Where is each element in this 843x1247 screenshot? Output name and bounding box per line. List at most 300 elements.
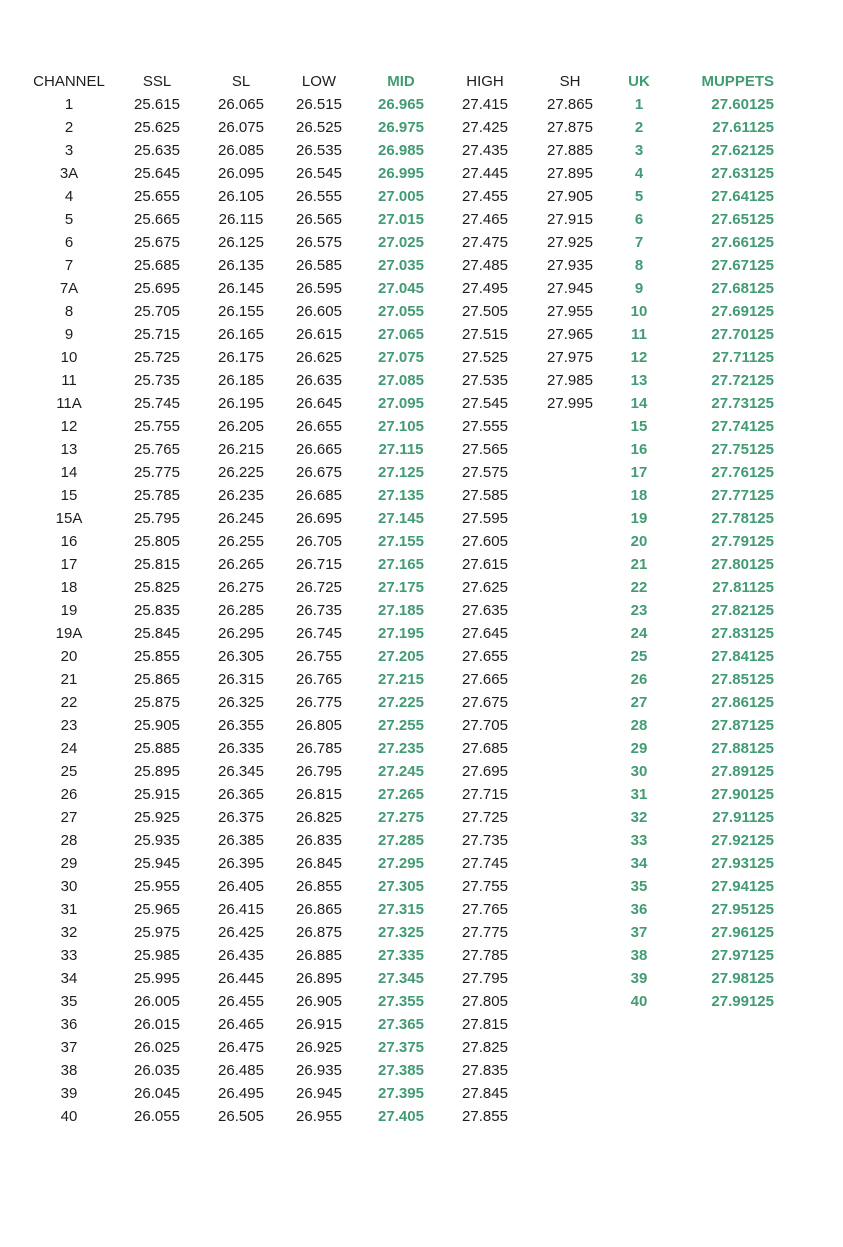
cell-sh: 27.885 <box>547 142 593 159</box>
cell-ssl: 25.875 <box>134 694 180 711</box>
cell-sh <box>528 1013 612 1036</box>
cell-uk: 33 <box>630 832 648 849</box>
cell-ssl: 25.795 <box>134 510 180 527</box>
cell-sh <box>528 484 612 507</box>
cell-sh: 27.985 <box>547 372 593 389</box>
column-header-low: LOW <box>301 73 337 90</box>
cell-mid: 26.995 <box>378 165 424 182</box>
cell-sh <box>528 599 612 622</box>
cell-uk: 23 <box>630 602 648 619</box>
table-row <box>28 208 780 231</box>
column-header-high: HIGH <box>466 73 504 90</box>
cell-sl: 26.485 <box>218 1062 264 1079</box>
cell-ssl: 25.765 <box>134 441 180 458</box>
cell-ssl: 25.775 <box>134 464 180 481</box>
cell-muppets: 27.86125 <box>711 694 774 711</box>
cell-high: 27.735 <box>462 832 508 849</box>
cell-high: 27.665 <box>462 671 508 688</box>
cell-uk: 20 <box>630 533 648 550</box>
cell-low: 26.915 <box>296 1016 342 1033</box>
table-row <box>28 530 780 553</box>
cell-sl: 26.345 <box>218 763 264 780</box>
cell-low: 26.515 <box>296 96 342 113</box>
cell-sh: 27.935 <box>547 257 593 274</box>
cell-low: 26.805 <box>296 717 342 734</box>
cell-high: 27.595 <box>462 510 508 527</box>
cell-low: 26.825 <box>296 809 342 826</box>
cell-channel: 14 <box>60 464 78 481</box>
cell-sl: 26.085 <box>218 142 264 159</box>
cell-high: 27.435 <box>462 142 508 159</box>
cell-mid: 27.255 <box>378 717 424 734</box>
cell-channel: 10 <box>60 349 78 366</box>
cell-mid: 27.065 <box>378 326 424 343</box>
cell-mid: 27.345 <box>378 970 424 987</box>
cell-channel: 23 <box>60 717 78 734</box>
cell-sh <box>528 622 612 645</box>
cell-uk: 4 <box>634 165 644 182</box>
cell-sh <box>528 553 612 576</box>
cell-low: 26.625 <box>296 349 342 366</box>
cell-mid: 27.135 <box>378 487 424 504</box>
cell-uk: 18 <box>630 487 648 504</box>
cell-uk: 14 <box>630 395 648 412</box>
cell-channel: 3 <box>64 142 74 159</box>
cell-ssl: 25.625 <box>134 119 180 136</box>
column-header-ssl: SSL <box>142 73 172 90</box>
cell-mid: 27.355 <box>378 993 424 1010</box>
cell-uk: 35 <box>630 878 648 895</box>
cell-muppets <box>666 1059 780 1082</box>
cell-high: 27.465 <box>462 211 508 228</box>
cell-sh <box>528 645 612 668</box>
cell-low: 26.885 <box>296 947 342 964</box>
cell-sh <box>528 737 612 760</box>
cell-ssl: 25.645 <box>134 165 180 182</box>
cell-sh <box>528 438 612 461</box>
cell-sl: 26.315 <box>218 671 264 688</box>
cell-sl: 26.275 <box>218 579 264 596</box>
cell-sh: 27.865 <box>547 96 593 113</box>
cell-ssl: 25.825 <box>134 579 180 596</box>
cell-mid: 27.305 <box>378 878 424 895</box>
cell-sl: 26.185 <box>218 372 264 389</box>
cell-uk: 22 <box>630 579 648 596</box>
cell-mid: 27.265 <box>378 786 424 803</box>
cell-muppets: 27.69125 <box>711 303 774 320</box>
cell-channel: 19 <box>60 602 78 619</box>
cell-sh: 27.995 <box>547 395 593 412</box>
cell-uk <box>612 1059 666 1082</box>
table-row <box>28 668 780 691</box>
cell-low: 26.725 <box>296 579 342 596</box>
table-row <box>28 1059 780 1082</box>
table-row <box>28 553 780 576</box>
cell-channel: 17 <box>60 556 78 573</box>
table-row <box>28 944 780 967</box>
cell-sl: 26.355 <box>218 717 264 734</box>
cell-low: 26.785 <box>296 740 342 757</box>
cell-ssl: 25.695 <box>134 280 180 297</box>
cell-muppets: 27.65125 <box>711 211 774 228</box>
cell-high: 27.445 <box>462 165 508 182</box>
table-row <box>28 967 780 990</box>
cell-muppets: 27.68125 <box>711 280 774 297</box>
cell-muppets <box>666 1013 780 1036</box>
cell-channel: 27 <box>60 809 78 826</box>
cell-uk: 29 <box>630 740 648 757</box>
cell-channel: 8 <box>64 303 74 320</box>
cell-sh <box>528 1105 612 1128</box>
cell-low: 26.835 <box>296 832 342 849</box>
cell-uk: 16 <box>630 441 648 458</box>
cell-uk: 6 <box>634 211 644 228</box>
cell-ssl: 25.865 <box>134 671 180 688</box>
cell-muppets: 27.84125 <box>711 648 774 665</box>
cell-mid: 27.295 <box>378 855 424 872</box>
cell-mid: 27.005 <box>378 188 424 205</box>
cell-sh <box>528 415 612 438</box>
cell-sl: 26.095 <box>218 165 264 182</box>
cell-channel: 21 <box>60 671 78 688</box>
cell-mid: 27.145 <box>378 510 424 527</box>
cell-uk: 12 <box>630 349 648 366</box>
table-row <box>28 277 780 300</box>
cell-low: 26.555 <box>296 188 342 205</box>
table-header <box>28 70 780 93</box>
cell-uk <box>612 1082 666 1105</box>
cell-mid: 27.375 <box>378 1039 424 1056</box>
cell-sh <box>528 875 612 898</box>
cell-low: 26.645 <box>296 395 342 412</box>
cell-ssl: 26.015 <box>134 1016 180 1033</box>
cell-ssl: 25.685 <box>134 257 180 274</box>
cell-ssl: 25.635 <box>134 142 180 159</box>
cell-channel: 18 <box>60 579 78 596</box>
cell-uk: 26 <box>630 671 648 688</box>
cell-muppets: 27.96125 <box>711 924 774 941</box>
cell-channel: 11 <box>61 372 77 389</box>
cell-mid: 27.045 <box>378 280 424 297</box>
table-row <box>28 139 780 162</box>
cell-muppets: 27.70125 <box>711 326 774 343</box>
table-body <box>28 93 780 1128</box>
cell-uk: 40 <box>630 993 648 1010</box>
cell-high: 27.485 <box>462 257 508 274</box>
cell-sl: 26.115 <box>218 211 264 228</box>
table-row <box>28 415 780 438</box>
cell-channel: 13 <box>60 441 78 458</box>
cell-muppets: 27.80125 <box>711 556 774 573</box>
cell-ssl: 25.855 <box>134 648 180 665</box>
cell-mid: 27.035 <box>378 257 424 274</box>
cell-mid: 27.075 <box>378 349 424 366</box>
cell-channel: 2 <box>64 119 74 136</box>
cell-sh <box>528 1036 612 1059</box>
cell-mid: 27.285 <box>378 832 424 849</box>
cell-uk: 36 <box>630 901 648 918</box>
cell-low: 26.535 <box>296 142 342 159</box>
table-row <box>28 369 780 392</box>
cell-low: 26.525 <box>296 119 342 136</box>
cell-low: 26.655 <box>296 418 342 435</box>
cell-mid: 27.325 <box>378 924 424 941</box>
column-header-sh: SH <box>559 73 581 90</box>
cell-high: 27.755 <box>462 878 508 895</box>
table-row <box>28 898 780 921</box>
table-row <box>28 162 780 185</box>
cell-sl: 26.405 <box>218 878 264 895</box>
table-row <box>28 93 780 116</box>
cell-ssl: 25.905 <box>134 717 180 734</box>
cell-sl: 26.125 <box>218 234 264 251</box>
cell-sh <box>528 1082 612 1105</box>
cell-high: 27.545 <box>462 395 508 412</box>
cell-mid: 27.335 <box>378 947 424 964</box>
cell-ssl: 25.735 <box>134 372 180 389</box>
cell-muppets: 27.67125 <box>711 257 774 274</box>
table-row <box>28 231 780 254</box>
cell-ssl: 25.915 <box>134 786 180 803</box>
cell-muppets: 27.63125 <box>711 165 774 182</box>
cell-sh: 27.965 <box>547 326 593 343</box>
cell-muppets: 27.97125 <box>711 947 774 964</box>
cell-uk: 8 <box>634 257 644 274</box>
cell-sl: 26.205 <box>218 418 264 435</box>
cell-sh: 27.895 <box>547 165 593 182</box>
cell-muppets: 27.90125 <box>711 786 774 803</box>
cell-mid: 27.205 <box>378 648 424 665</box>
cell-sh: 27.925 <box>547 234 593 251</box>
cell-ssl: 25.885 <box>134 740 180 757</box>
cell-muppets: 27.89125 <box>711 763 774 780</box>
cell-high: 27.415 <box>462 96 508 113</box>
cell-muppets: 27.76125 <box>711 464 774 481</box>
cell-channel: 39 <box>60 1085 78 1102</box>
cell-high: 27.475 <box>462 234 508 251</box>
cell-channel: 9 <box>64 326 74 343</box>
cell-high: 27.585 <box>462 487 508 504</box>
cell-sl: 26.195 <box>218 395 264 412</box>
cell-muppets: 27.61125 <box>712 119 774 136</box>
column-header-uk: UK <box>628 73 650 90</box>
cell-mid: 27.225 <box>378 694 424 711</box>
cell-uk: 32 <box>630 809 648 826</box>
cell-high: 27.505 <box>462 303 508 320</box>
cell-mid: 27.155 <box>378 533 424 550</box>
cell-low: 26.865 <box>296 901 342 918</box>
cell-sl: 26.435 <box>218 947 264 964</box>
cell-muppets <box>666 1105 780 1128</box>
table-row <box>28 1036 780 1059</box>
cell-uk: 31 <box>630 786 648 803</box>
cell-sh <box>528 783 612 806</box>
cell-low: 26.585 <box>296 257 342 274</box>
cell-ssl: 25.975 <box>134 924 180 941</box>
table-row <box>28 806 780 829</box>
cell-ssl: 25.745 <box>134 395 180 412</box>
cell-sh <box>528 691 612 714</box>
cell-sh <box>528 990 612 1013</box>
cell-uk: 7 <box>634 234 644 251</box>
table-row <box>28 392 780 415</box>
cell-mid: 27.365 <box>378 1016 424 1033</box>
cell-uk: 11 <box>631 326 647 343</box>
cell-high: 27.645 <box>462 625 508 642</box>
cell-sl: 26.375 <box>218 809 264 826</box>
table-row <box>28 691 780 714</box>
cell-low: 26.565 <box>296 211 342 228</box>
cell-mid: 27.015 <box>378 211 424 228</box>
cell-ssl: 25.675 <box>134 234 180 251</box>
cell-sh: 27.905 <box>547 188 593 205</box>
cell-channel: 1 <box>64 96 74 113</box>
cell-sl: 26.235 <box>218 487 264 504</box>
cell-high: 27.785 <box>462 947 508 964</box>
table-row <box>28 829 780 852</box>
cell-ssl: 25.965 <box>134 901 180 918</box>
cell-muppets: 27.81125 <box>712 579 774 596</box>
cell-high: 27.725 <box>462 809 508 826</box>
cell-low: 26.855 <box>296 878 342 895</box>
cell-sh <box>528 1059 612 1082</box>
cell-channel: 5 <box>64 211 74 228</box>
cell-high: 27.745 <box>462 855 508 872</box>
cell-ssl: 25.705 <box>134 303 180 320</box>
cell-high: 27.845 <box>462 1085 508 1102</box>
cell-channel: 40 <box>60 1108 78 1125</box>
cell-muppets: 27.99125 <box>711 993 774 1010</box>
cell-sl: 26.475 <box>218 1039 264 1056</box>
cell-mid: 27.215 <box>378 671 424 688</box>
cell-channel: 19A <box>55 625 83 642</box>
table-row <box>28 484 780 507</box>
cell-uk: 2 <box>634 119 644 136</box>
cell-uk: 37 <box>630 924 648 941</box>
cell-uk: 38 <box>630 947 648 964</box>
cell-low: 26.705 <box>296 533 342 550</box>
cell-muppets: 27.60125 <box>711 96 774 113</box>
cell-ssl: 25.655 <box>134 188 180 205</box>
cell-low: 26.755 <box>296 648 342 665</box>
table-row <box>28 254 780 277</box>
table-row <box>28 1082 780 1105</box>
cell-high: 27.565 <box>462 441 508 458</box>
cell-muppets: 27.93125 <box>711 855 774 872</box>
cell-low: 26.605 <box>296 303 342 320</box>
cell-sl: 26.335 <box>218 740 264 757</box>
cell-high: 27.655 <box>462 648 508 665</box>
cell-mid: 27.055 <box>378 303 424 320</box>
cell-uk <box>612 1105 666 1128</box>
cell-mid: 27.235 <box>378 740 424 757</box>
cell-high: 27.705 <box>462 717 508 734</box>
cell-uk: 19 <box>630 510 648 527</box>
cell-high: 27.855 <box>462 1108 508 1125</box>
table-row <box>28 852 780 875</box>
cell-sl: 26.305 <box>218 648 264 665</box>
cell-muppets: 27.91125 <box>712 809 774 826</box>
cell-sl: 26.215 <box>218 441 264 458</box>
cell-high: 27.715 <box>462 786 508 803</box>
cell-ssl: 25.995 <box>134 970 180 987</box>
cell-sl: 26.395 <box>218 855 264 872</box>
cell-sh <box>528 852 612 875</box>
cell-sl: 26.225 <box>218 464 264 481</box>
cell-mid: 27.245 <box>378 763 424 780</box>
cell-sh <box>528 530 612 553</box>
cell-low: 26.765 <box>296 671 342 688</box>
table-row <box>28 438 780 461</box>
cell-mid: 27.125 <box>378 464 424 481</box>
cell-low: 26.955 <box>296 1108 342 1125</box>
cell-muppets: 27.78125 <box>711 510 774 527</box>
cell-high: 27.535 <box>462 372 508 389</box>
cell-ssl: 26.035 <box>134 1062 180 1079</box>
cell-uk: 10 <box>630 303 648 320</box>
cell-high: 27.825 <box>462 1039 508 1056</box>
cell-sl: 26.495 <box>218 1085 264 1102</box>
cell-muppets: 27.71125 <box>712 349 774 366</box>
cell-low: 26.715 <box>296 556 342 573</box>
cell-low: 26.775 <box>296 694 342 711</box>
cell-mid: 27.085 <box>378 372 424 389</box>
cell-muppets: 27.79125 <box>711 533 774 550</box>
cell-low: 26.735 <box>296 602 342 619</box>
cell-muppets: 27.95125 <box>711 901 774 918</box>
cell-uk: 3 <box>634 142 644 159</box>
cell-uk: 21 <box>630 556 648 573</box>
cell-channel: 20 <box>60 648 78 665</box>
cell-channel: 6 <box>64 234 74 251</box>
cell-mid: 27.385 <box>378 1062 424 1079</box>
cell-sh <box>528 461 612 484</box>
cell-mid: 27.175 <box>378 579 424 596</box>
cell-mid: 27.115 <box>378 441 424 458</box>
cell-uk: 24 <box>630 625 648 642</box>
cell-channel: 38 <box>60 1062 78 1079</box>
column-header-sl: SL <box>231 73 251 90</box>
cell-muppets: 27.85125 <box>711 671 774 688</box>
cell-high: 27.635 <box>462 602 508 619</box>
cell-sl: 26.505 <box>218 1108 264 1125</box>
cell-sl: 26.065 <box>218 96 264 113</box>
cell-ssl: 26.025 <box>134 1039 180 1056</box>
cell-high: 27.515 <box>462 326 508 343</box>
cell-high: 27.675 <box>462 694 508 711</box>
cell-high: 27.805 <box>462 993 508 1010</box>
cell-channel: 36 <box>60 1016 78 1033</box>
cell-sl: 26.255 <box>218 533 264 550</box>
cell-channel: 4 <box>64 188 74 205</box>
cell-muppets: 27.73125 <box>711 395 774 412</box>
cell-high: 27.685 <box>462 740 508 757</box>
cell-sl: 26.155 <box>218 303 264 320</box>
cell-sl: 26.285 <box>218 602 264 619</box>
cell-low: 26.935 <box>296 1062 342 1079</box>
cell-sl: 26.415 <box>218 901 264 918</box>
cell-sh <box>528 806 612 829</box>
cell-uk: 1 <box>634 96 644 113</box>
cell-sl: 26.165 <box>218 326 264 343</box>
cell-sl: 26.175 <box>218 349 264 366</box>
column-header-channel: CHANNEL <box>33 73 105 90</box>
cell-muppets: 27.64125 <box>711 188 774 205</box>
cell-high: 27.455 <box>462 188 508 205</box>
cell-channel: 31 <box>60 901 78 918</box>
cell-sl: 26.385 <box>218 832 264 849</box>
cell-channel: 26 <box>60 786 78 803</box>
